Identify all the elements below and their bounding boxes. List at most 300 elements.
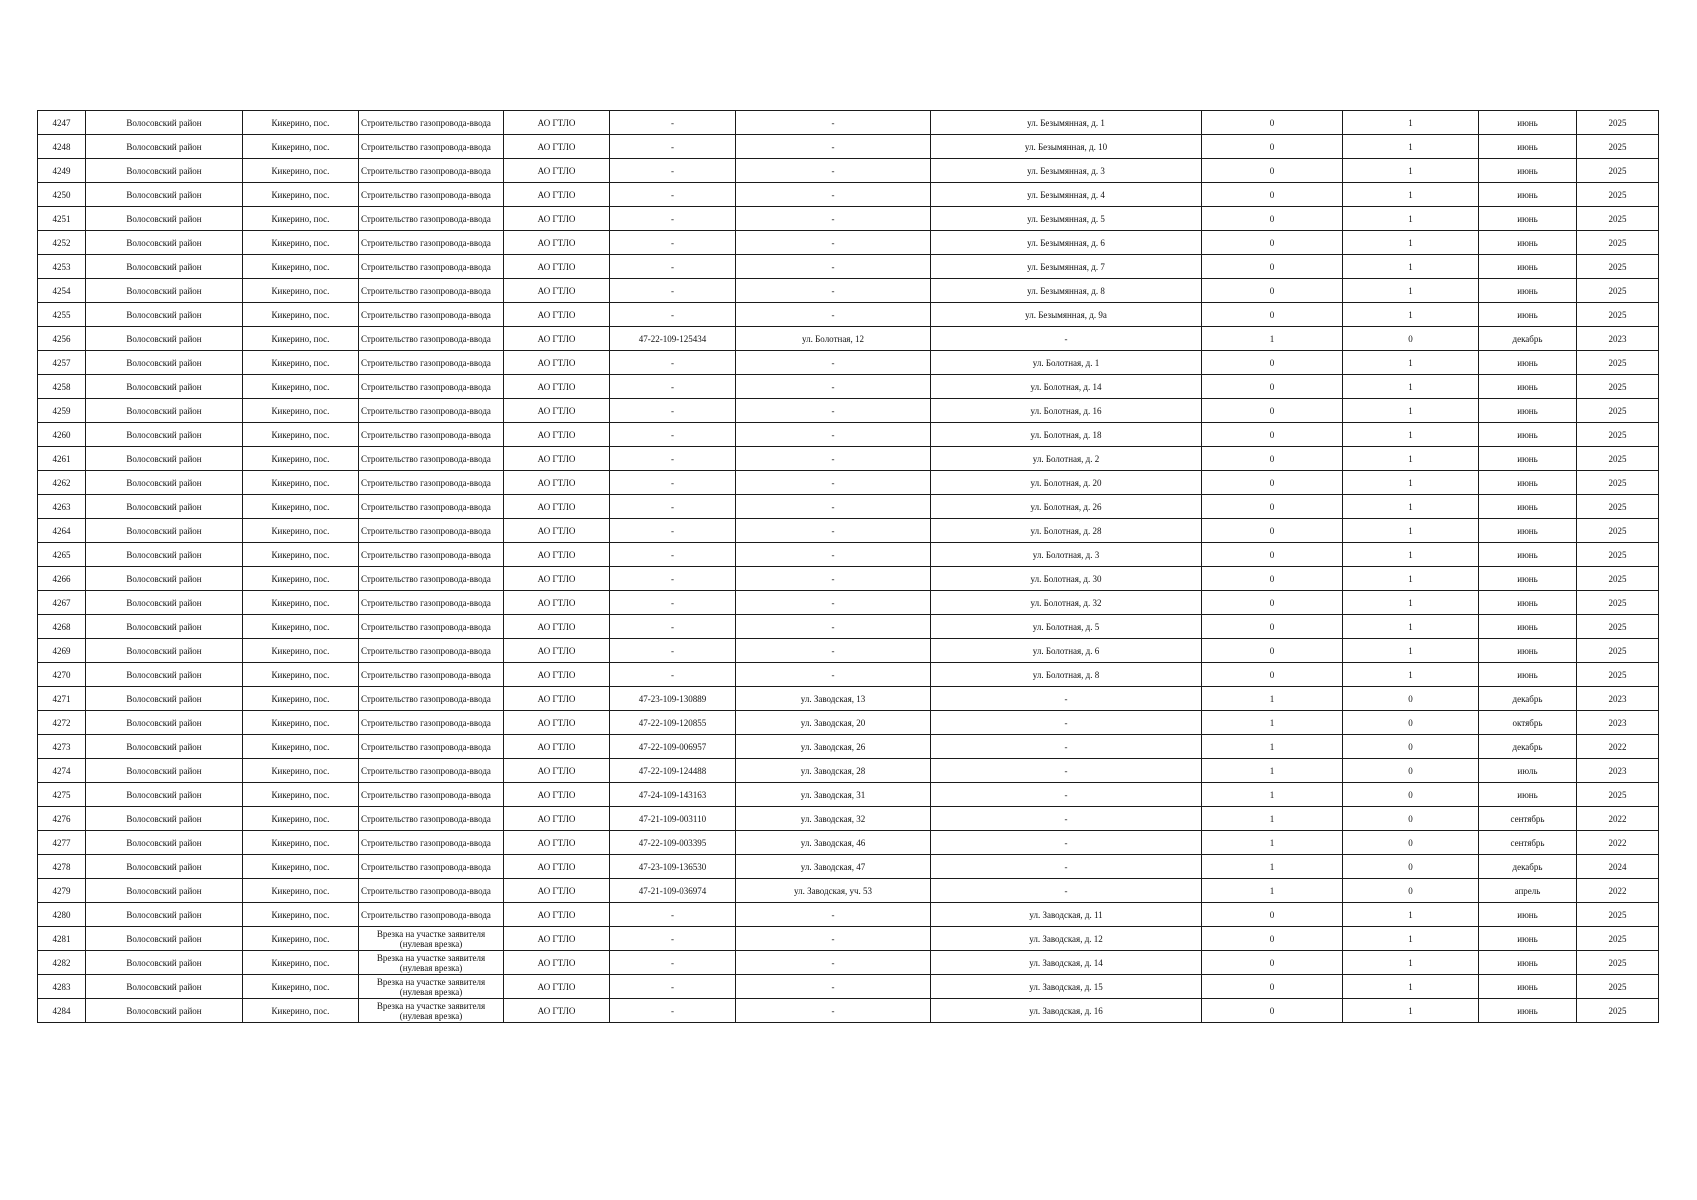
- table-row: [38, 447, 1659, 471]
- work-type-cell: Строительство газопровода-ввода: [359, 207, 504, 231]
- row-number-cell: 4279: [38, 879, 86, 903]
- table-row: [38, 183, 1659, 207]
- district-cell: Волосовский район: [86, 879, 243, 903]
- district-cell: Волосовский район: [86, 351, 243, 375]
- organization-cell: АО ГТЛО: [504, 615, 610, 639]
- settlement-cell: Кикерино, пос.: [243, 639, 359, 663]
- address-cell: -: [736, 519, 931, 543]
- count-a-cell: 1: [1202, 855, 1343, 879]
- row-number-cell: 4278: [38, 855, 86, 879]
- table-row: [38, 519, 1659, 543]
- cadastral-number-cell: -: [610, 351, 736, 375]
- count-a-cell: 1: [1202, 759, 1343, 783]
- settlement-cell: Кикерино, пос.: [243, 759, 359, 783]
- district-cell: Волосовский район: [86, 687, 243, 711]
- address-cell: -: [736, 351, 931, 375]
- organization-cell: АО ГТЛО: [504, 471, 610, 495]
- address-cell: -: [736, 903, 931, 927]
- row-number-cell: 4265: [38, 543, 86, 567]
- year-cell: 2025: [1577, 975, 1659, 999]
- district-cell: Волосовский район: [86, 111, 243, 135]
- cadastral-number-cell: 47-21-109-036974: [610, 879, 736, 903]
- district-cell: Волосовский район: [86, 495, 243, 519]
- district-cell: Волосовский район: [86, 447, 243, 471]
- table-row: [38, 783, 1659, 807]
- count-b-cell: 0: [1343, 711, 1479, 735]
- year-cell: 2025: [1577, 999, 1659, 1023]
- month-cell: июнь: [1479, 423, 1577, 447]
- row-number-cell: 4270: [38, 663, 86, 687]
- row-number-cell: 4261: [38, 447, 86, 471]
- year-cell: 2025: [1577, 951, 1659, 975]
- organization-cell: АО ГТЛО: [504, 879, 610, 903]
- cadastral-number-cell: -: [610, 423, 736, 447]
- cadastral-number-cell: -: [610, 927, 736, 951]
- year-cell: 2025: [1577, 207, 1659, 231]
- table-row: [38, 423, 1659, 447]
- settlement-cell: Кикерино, пос.: [243, 135, 359, 159]
- table-row: [38, 135, 1659, 159]
- house-address-cell: -: [931, 687, 1202, 711]
- district-cell: Волосовский район: [86, 951, 243, 975]
- organization-cell: АО ГТЛО: [504, 279, 610, 303]
- district-cell: Волосовский район: [86, 711, 243, 735]
- settlement-cell: Кикерино, пос.: [243, 951, 359, 975]
- district-cell: Волосовский район: [86, 615, 243, 639]
- district-cell: Волосовский район: [86, 735, 243, 759]
- settlement-cell: Кикерино, пос.: [243, 831, 359, 855]
- table-row: [38, 663, 1659, 687]
- district-cell: Волосовский район: [86, 975, 243, 999]
- house-address-cell: ул. Безымянная, д. 10: [931, 135, 1202, 159]
- month-cell: июнь: [1479, 159, 1577, 183]
- count-a-cell: 0: [1202, 231, 1343, 255]
- settlement-cell: Кикерино, пос.: [243, 447, 359, 471]
- address-cell: -: [736, 207, 931, 231]
- count-a-cell: 0: [1202, 951, 1343, 975]
- month-cell: июнь: [1479, 783, 1577, 807]
- address-cell: -: [736, 591, 931, 615]
- table-row: [38, 591, 1659, 615]
- count-a-cell: 0: [1202, 159, 1343, 183]
- house-address-cell: ул. Болотная, д. 5: [931, 615, 1202, 639]
- district-cell: Волосовский район: [86, 255, 243, 279]
- house-address-cell: ул. Безымянная, д. 3: [931, 159, 1202, 183]
- year-cell: 2023: [1577, 327, 1659, 351]
- house-address-cell: ул. Болотная, д. 26: [931, 495, 1202, 519]
- cadastral-number-cell: 47-23-109-136530: [610, 855, 736, 879]
- year-cell: 2022: [1577, 879, 1659, 903]
- cadastral-number-cell: 47-22-109-124488: [610, 759, 736, 783]
- settlement-cell: Кикерино, пос.: [243, 183, 359, 207]
- organization-cell: АО ГТЛО: [504, 831, 610, 855]
- cadastral-number-cell: -: [610, 639, 736, 663]
- organization-cell: АО ГТЛО: [504, 135, 610, 159]
- organization-cell: АО ГТЛО: [504, 687, 610, 711]
- organization-cell: АО ГТЛО: [504, 423, 610, 447]
- month-cell: июнь: [1479, 447, 1577, 471]
- house-address-cell: ул. Заводская, д. 11: [931, 903, 1202, 927]
- month-cell: июнь: [1479, 975, 1577, 999]
- table-body: [38, 111, 1659, 1023]
- cadastral-number-cell: 47-22-109-120855: [610, 711, 736, 735]
- work-type-cell: Строительство газопровода-ввода: [359, 615, 504, 639]
- work-type-cell: Строительство газопровода-ввода: [359, 255, 504, 279]
- count-a-cell: 0: [1202, 135, 1343, 159]
- table-row: [38, 495, 1659, 519]
- year-cell: 2025: [1577, 447, 1659, 471]
- table-row: [38, 999, 1659, 1023]
- house-address-cell: ул. Безымянная, д. 4: [931, 183, 1202, 207]
- table-row: [38, 831, 1659, 855]
- table-row: [38, 159, 1659, 183]
- month-cell: июнь: [1479, 207, 1577, 231]
- house-address-cell: -: [931, 855, 1202, 879]
- month-cell: апрель: [1479, 879, 1577, 903]
- table-row: [38, 567, 1659, 591]
- year-cell: 2025: [1577, 543, 1659, 567]
- cadastral-number-cell: -: [610, 951, 736, 975]
- district-cell: Волосовский район: [86, 759, 243, 783]
- house-address-cell: ул. Безымянная, д. 8: [931, 279, 1202, 303]
- district-cell: Волосовский район: [86, 231, 243, 255]
- month-cell: сентябрь: [1479, 831, 1577, 855]
- cadastral-number-cell: 47-21-109-003110: [610, 807, 736, 831]
- work-type-cell: Строительство газопровода-ввода: [359, 351, 504, 375]
- settlement-cell: Кикерино, пос.: [243, 255, 359, 279]
- table-row: [38, 279, 1659, 303]
- house-address-cell: -: [931, 327, 1202, 351]
- table-row: [38, 735, 1659, 759]
- settlement-cell: Кикерино, пос.: [243, 207, 359, 231]
- district-cell: Волосовский район: [86, 807, 243, 831]
- cadastral-number-cell: -: [610, 111, 736, 135]
- work-type-cell: Строительство газопровода-ввода: [359, 303, 504, 327]
- row-number-cell: 4281: [38, 927, 86, 951]
- house-address-cell: ул. Заводская, д. 16: [931, 999, 1202, 1023]
- district-cell: Волосовский район: [86, 327, 243, 351]
- table-row: [38, 975, 1659, 999]
- count-a-cell: 0: [1202, 663, 1343, 687]
- month-cell: октябрь: [1479, 711, 1577, 735]
- row-number-cell: 4252: [38, 231, 86, 255]
- organization-cell: АО ГТЛО: [504, 951, 610, 975]
- count-a-cell: 0: [1202, 471, 1343, 495]
- address-cell: -: [736, 111, 931, 135]
- house-address-cell: ул. Безымянная, д. 5: [931, 207, 1202, 231]
- cadastral-number-cell: -: [610, 567, 736, 591]
- year-cell: 2025: [1577, 663, 1659, 687]
- work-type-cell: Строительство газопровода-ввода: [359, 807, 504, 831]
- row-number-cell: 4263: [38, 495, 86, 519]
- cadastral-number-cell: -: [610, 519, 736, 543]
- address-cell: ул. Заводская, 28: [736, 759, 931, 783]
- month-cell: июнь: [1479, 375, 1577, 399]
- settlement-cell: Кикерино, пос.: [243, 327, 359, 351]
- district-cell: Волосовский район: [86, 279, 243, 303]
- address-cell: -: [736, 399, 931, 423]
- address-cell: -: [736, 279, 931, 303]
- count-b-cell: 0: [1343, 327, 1479, 351]
- month-cell: июнь: [1479, 255, 1577, 279]
- work-type-cell: Строительство газопровода-ввода: [359, 519, 504, 543]
- house-address-cell: ул. Безымянная, д. 9а: [931, 303, 1202, 327]
- house-address-cell: -: [931, 831, 1202, 855]
- count-b-cell: 1: [1343, 591, 1479, 615]
- work-type-cell: Врезка на участке заявителя (нулевая врезка): [359, 999, 504, 1023]
- count-b-cell: 1: [1343, 639, 1479, 663]
- month-cell: июнь: [1479, 639, 1577, 663]
- organization-cell: АО ГТЛО: [504, 903, 610, 927]
- count-a-cell: 0: [1202, 183, 1343, 207]
- cadastral-number-cell: 47-24-109-143163: [610, 783, 736, 807]
- year-cell: 2025: [1577, 399, 1659, 423]
- cadastral-number-cell: 47-23-109-130889: [610, 687, 736, 711]
- year-cell: 2025: [1577, 303, 1659, 327]
- address-cell: -: [736, 303, 931, 327]
- address-cell: ул. Заводская, 20: [736, 711, 931, 735]
- year-cell: 2025: [1577, 279, 1659, 303]
- district-cell: Волосовский район: [86, 999, 243, 1023]
- row-number-cell: 4257: [38, 351, 86, 375]
- organization-cell: АО ГТЛО: [504, 447, 610, 471]
- gas-connections-table: [37, 110, 1659, 1023]
- month-cell: июнь: [1479, 567, 1577, 591]
- row-number-cell: 4267: [38, 591, 86, 615]
- address-cell: ул. Заводская, уч. 53: [736, 879, 931, 903]
- work-type-cell: Строительство газопровода-ввода: [359, 327, 504, 351]
- cadastral-number-cell: -: [610, 591, 736, 615]
- district-cell: Волосовский район: [86, 591, 243, 615]
- row-number-cell: 4272: [38, 711, 86, 735]
- count-a-cell: 0: [1202, 207, 1343, 231]
- count-b-cell: 1: [1343, 471, 1479, 495]
- row-number-cell: 4274: [38, 759, 86, 783]
- month-cell: июнь: [1479, 495, 1577, 519]
- count-b-cell: 1: [1343, 351, 1479, 375]
- table-row: [38, 927, 1659, 951]
- year-cell: 2022: [1577, 807, 1659, 831]
- address-cell: -: [736, 471, 931, 495]
- house-address-cell: ул. Болотная, д. 18: [931, 423, 1202, 447]
- month-cell: декабрь: [1479, 327, 1577, 351]
- address-cell: -: [736, 135, 931, 159]
- row-number-cell: 4275: [38, 783, 86, 807]
- district-cell: Волосовский район: [86, 135, 243, 159]
- work-type-cell: Строительство газопровода-ввода: [359, 423, 504, 447]
- year-cell: 2025: [1577, 111, 1659, 135]
- organization-cell: АО ГТЛО: [504, 975, 610, 999]
- settlement-cell: Кикерино, пос.: [243, 303, 359, 327]
- row-number-cell: 4282: [38, 951, 86, 975]
- row-number-cell: 4271: [38, 687, 86, 711]
- address-cell: -: [736, 927, 931, 951]
- year-cell: 2025: [1577, 351, 1659, 375]
- count-b-cell: 1: [1343, 663, 1479, 687]
- cadastral-number-cell: 47-22-109-125434: [610, 327, 736, 351]
- table-row: [38, 639, 1659, 663]
- work-type-cell: Строительство газопровода-ввода: [359, 687, 504, 711]
- count-b-cell: 1: [1343, 303, 1479, 327]
- settlement-cell: Кикерино, пос.: [243, 543, 359, 567]
- address-cell: -: [736, 951, 931, 975]
- year-cell: 2025: [1577, 423, 1659, 447]
- count-a-cell: 0: [1202, 591, 1343, 615]
- house-address-cell: ул. Безымянная, д. 6: [931, 231, 1202, 255]
- table-row: [38, 399, 1659, 423]
- address-cell: -: [736, 447, 931, 471]
- district-cell: Волосовский район: [86, 567, 243, 591]
- cadastral-number-cell: -: [610, 183, 736, 207]
- cadastral-number-cell: -: [610, 999, 736, 1023]
- house-address-cell: ул. Безымянная, д. 7: [931, 255, 1202, 279]
- address-cell: -: [736, 567, 931, 591]
- district-cell: Волосовский район: [86, 399, 243, 423]
- month-cell: сентябрь: [1479, 807, 1577, 831]
- count-b-cell: 1: [1343, 111, 1479, 135]
- address-cell: -: [736, 423, 931, 447]
- district-cell: Волосовский район: [86, 303, 243, 327]
- organization-cell: АО ГТЛО: [504, 207, 610, 231]
- table-row: [38, 687, 1659, 711]
- row-number-cell: 4256: [38, 327, 86, 351]
- work-type-cell: Строительство газопровода-ввода: [359, 447, 504, 471]
- month-cell: декабрь: [1479, 855, 1577, 879]
- settlement-cell: Кикерино, пос.: [243, 519, 359, 543]
- year-cell: 2025: [1577, 615, 1659, 639]
- house-address-cell: ул. Болотная, д. 20: [931, 471, 1202, 495]
- month-cell: июнь: [1479, 279, 1577, 303]
- organization-cell: АО ГТЛО: [504, 711, 610, 735]
- organization-cell: АО ГТЛО: [504, 999, 610, 1023]
- address-cell: ул. Заводская, 26: [736, 735, 931, 759]
- row-number-cell: 4277: [38, 831, 86, 855]
- house-address-cell: ул. Заводская, д. 15: [931, 975, 1202, 999]
- cadastral-number-cell: 47-22-109-003395: [610, 831, 736, 855]
- district-cell: Волосовский район: [86, 831, 243, 855]
- count-b-cell: 1: [1343, 423, 1479, 447]
- year-cell: 2025: [1577, 231, 1659, 255]
- count-a-cell: 0: [1202, 423, 1343, 447]
- cadastral-number-cell: -: [610, 231, 736, 255]
- count-a-cell: 1: [1202, 879, 1343, 903]
- address-cell: -: [736, 639, 931, 663]
- organization-cell: АО ГТЛО: [504, 159, 610, 183]
- organization-cell: АО ГТЛО: [504, 927, 610, 951]
- row-number-cell: 4248: [38, 135, 86, 159]
- month-cell: декабрь: [1479, 687, 1577, 711]
- month-cell: июнь: [1479, 135, 1577, 159]
- work-type-cell: Строительство газопровода-ввода: [359, 135, 504, 159]
- address-cell: ул. Заводская, 47: [736, 855, 931, 879]
- address-cell: ул. Болотная, 12: [736, 327, 931, 351]
- year-cell: 2022: [1577, 831, 1659, 855]
- settlement-cell: Кикерино, пос.: [243, 615, 359, 639]
- count-b-cell: 1: [1343, 399, 1479, 423]
- row-number-cell: 4253: [38, 255, 86, 279]
- count-a-cell: 1: [1202, 831, 1343, 855]
- settlement-cell: Кикерино, пос.: [243, 855, 359, 879]
- settlement-cell: Кикерино, пос.: [243, 711, 359, 735]
- count-b-cell: 1: [1343, 135, 1479, 159]
- row-number-cell: 4266: [38, 567, 86, 591]
- row-number-cell: 4268: [38, 615, 86, 639]
- table-row: [38, 231, 1659, 255]
- house-address-cell: ул. Болотная, д. 28: [931, 519, 1202, 543]
- count-b-cell: 0: [1343, 879, 1479, 903]
- work-type-cell: Строительство газопровода-ввода: [359, 471, 504, 495]
- district-cell: Волосовский район: [86, 183, 243, 207]
- count-a-cell: 1: [1202, 327, 1343, 351]
- year-cell: 2025: [1577, 183, 1659, 207]
- organization-cell: АО ГТЛО: [504, 591, 610, 615]
- settlement-cell: Кикерино, пос.: [243, 783, 359, 807]
- house-address-cell: ул. Безымянная, д. 1: [931, 111, 1202, 135]
- cadastral-number-cell: -: [610, 903, 736, 927]
- cadastral-number-cell: -: [610, 375, 736, 399]
- table-row: [38, 375, 1659, 399]
- address-cell: -: [736, 663, 931, 687]
- settlement-cell: Кикерино, пос.: [243, 351, 359, 375]
- cadastral-number-cell: -: [610, 303, 736, 327]
- work-type-cell: Строительство газопровода-ввода: [359, 783, 504, 807]
- work-type-cell: Строительство газопровода-ввода: [359, 903, 504, 927]
- house-address-cell: -: [931, 759, 1202, 783]
- year-cell: 2025: [1577, 471, 1659, 495]
- work-type-cell: Строительство газопровода-ввода: [359, 159, 504, 183]
- house-address-cell: -: [931, 711, 1202, 735]
- count-b-cell: 1: [1343, 279, 1479, 303]
- count-b-cell: 0: [1343, 735, 1479, 759]
- organization-cell: АО ГТЛО: [504, 567, 610, 591]
- table-row: [38, 615, 1659, 639]
- work-type-cell: Строительство газопровода-ввода: [359, 279, 504, 303]
- settlement-cell: Кикерино, пос.: [243, 423, 359, 447]
- district-cell: Волосовский район: [86, 783, 243, 807]
- count-a-cell: 0: [1202, 543, 1343, 567]
- organization-cell: АО ГТЛО: [504, 759, 610, 783]
- house-address-cell: -: [931, 783, 1202, 807]
- organization-cell: АО ГТЛО: [504, 111, 610, 135]
- work-type-cell: Врезка на участке заявителя (нулевая врезка): [359, 951, 504, 975]
- address-cell: -: [736, 975, 931, 999]
- house-address-cell: ул. Болотная, д. 1: [931, 351, 1202, 375]
- house-address-cell: ул. Болотная, д. 32: [931, 591, 1202, 615]
- work-type-cell: Строительство газопровода-ввода: [359, 591, 504, 615]
- count-b-cell: 0: [1343, 807, 1479, 831]
- count-a-cell: 1: [1202, 783, 1343, 807]
- count-b-cell: 1: [1343, 999, 1479, 1023]
- count-b-cell: 1: [1343, 231, 1479, 255]
- address-cell: -: [736, 999, 931, 1023]
- organization-cell: АО ГТЛО: [504, 855, 610, 879]
- settlement-cell: Кикерино, пос.: [243, 999, 359, 1023]
- district-cell: Волосовский район: [86, 903, 243, 927]
- address-cell: -: [736, 255, 931, 279]
- table-row: [38, 711, 1659, 735]
- count-b-cell: 1: [1343, 183, 1479, 207]
- organization-cell: АО ГТЛО: [504, 327, 610, 351]
- cadastral-number-cell: -: [610, 399, 736, 423]
- district-cell: Волосовский район: [86, 927, 243, 951]
- count-a-cell: 0: [1202, 903, 1343, 927]
- year-cell: 2025: [1577, 903, 1659, 927]
- house-address-cell: ул. Болотная, д. 2: [931, 447, 1202, 471]
- month-cell: декабрь: [1479, 735, 1577, 759]
- count-b-cell: 1: [1343, 375, 1479, 399]
- year-cell: 2025: [1577, 135, 1659, 159]
- year-cell: 2025: [1577, 639, 1659, 663]
